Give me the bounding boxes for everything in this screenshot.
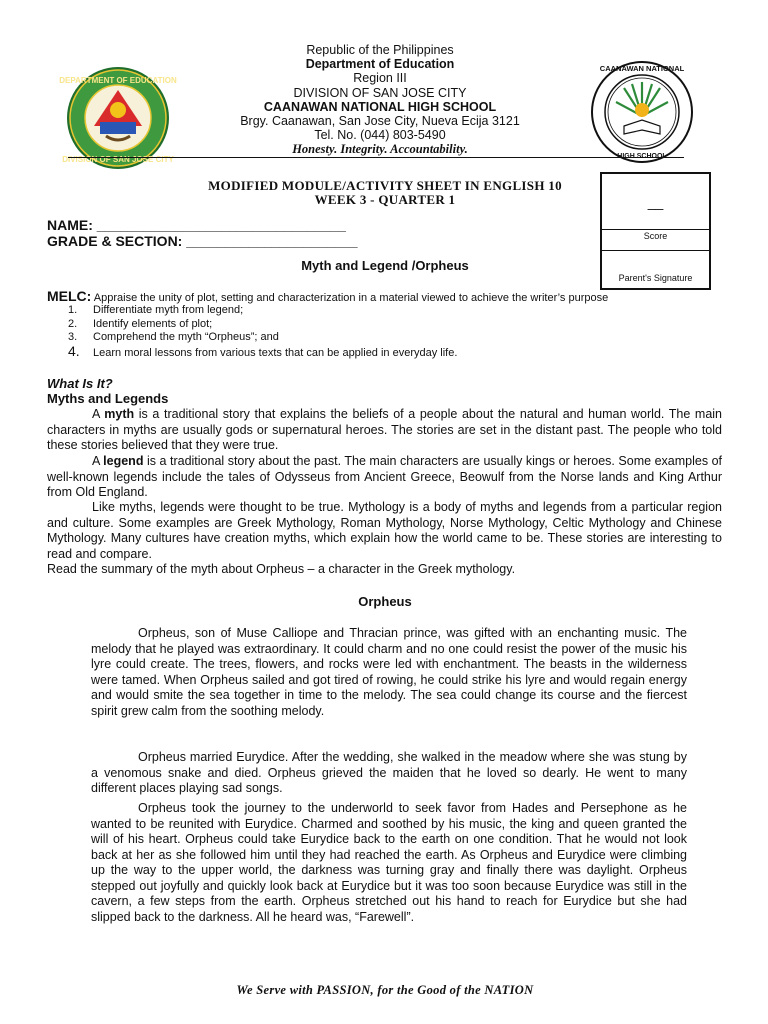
division-line: DIVISION OF SAN JOSE CITY [293,85,467,100]
melc-label: MELC: [47,288,92,304]
score-box [600,172,711,290]
svg-text:DIVISION OF SAN JOSE CITY: DIVISION OF SAN JOSE CITY [62,155,174,164]
module-title [160,179,610,207]
score-line [602,229,709,230]
score-label: Score [643,231,668,241]
objective-item: 3. Comprehend the myth “Orpheus”; and [68,331,279,344]
svg-text:HIGH SCHOOL: HIGH SCHOOL [617,153,667,160]
read-instruction: Read the summary of the myth about Orpheus – a character in the Greek mythology. [47,562,516,576]
name-field[interactable]: NAME: ________________________________ [47,217,346,233]
objective-item: 4. Learn moral lessons from various texts that can be applied in everyday life. [68,342,458,359]
signature-line [602,250,709,251]
region-line: Region III [353,71,407,86]
story-paragraph-1: Orpheus, son of Muse Calliope and Thracian prince, was gifted with an enchanting music. The melody that he played was extraordinary. It could charm and no one could resist the power of the music his lyre could create. The trees, flowers, and rocks were led with enchantment. The beasts in the wilderness were tamed. When Orpheus sailed and got tired of rowing, he could strike his lyre and would regain energy and would smite the sea together in time to the melody. The sea could change its course and the fiercest spirit grew calm from the soothing melody. [91,626,687,718]
school-address: Brgy. Caanawan, San Jose City, Nueva Ecija 3121 [240,114,520,129]
module-title-line1: MODIFIED MODULE/ACTIVITY SHEET IN ENGLISH 10 [208,178,562,193]
story-paragraph-2: Orpheus married Eurydice. After the wedding, she walked in the meadow where she was stung by a venomous snake and died. Orpheus grieved the maiden that he loved so dearly. He went to many different places playing sad songs. [91,750,687,795]
module-title-line2: WEEK 3 - QUARTER 1 [314,192,456,207]
grade-section-field[interactable]: GRADE & SECTION: ______________________ [47,233,358,249]
score-blank: __ [647,194,664,210]
school-name: CAANAWAN NATIONAL HIGH SCHOOL [263,99,497,114]
header-divider [68,157,684,158]
lesson-title: Myth and Legend /Orpheus [301,258,469,273]
mythology-paragraph: Like myths, legends were thought to be true. Mythology is a body of myths and legends from a particular region and culture. Some examples are Greek Mythology, Roman Mythology, Norse Mythology, Celtic Mythology and Chinese Mythology. Many cultures have creation myths, which explain how the world came to be. These stories are interesting to read and compare. [47,500,722,561]
school-motto: Honesty. Integrity. Accountability. [292,142,468,157]
svg-text:CAANAWAN NATIONAL: CAANAWAN NATIONAL [599,64,685,73]
section-subheading: Myths and Legends [47,391,169,406]
school-seal-logo [590,60,694,164]
signature-label: Parent's Signature [618,273,693,283]
objective-item: 1. Differentiate myth from legend; [68,304,244,316]
story-paragraph-3: Orpheus took the journey to the underworld to seek favor from Hades and Persephone as he wanted to be reunited with Eurydice. Charmed and soothed by his music, the king and queen granted the will of his heart. Orpheus could take Eurydice back to the earth on one condition. That he would not look back at her as she followed him until they had reached the earth. As Orpheus and Eurydice were climbing up the way to the upper world, the darkness was turning gray and finally there was daylight. Orpheus stepped out joyfully and quickly look back at Eurydice but it was too soon because Eurydice was still in the cavern, a few steps from the earth. Orpheus stretched out his hand to reach for Eurydice but she had slipped back to the darkness. All he heard was, “Farewell”. [91,801,687,924]
section-heading: What Is It? [47,376,113,391]
melc-statement [47,288,608,304]
department-line: Department of Education [305,57,455,72]
melc-text: Appraise the unity of plot, setting and characterization in a material viewed to achieve the writer’s purpose [93,292,609,304]
legend-paragraph: A legend is a traditional story about the past. The main characters are usually kings or heroes. Some examples of well-known legends include the tales of Odysseus from Ancient Greece, Beowulf from the Norse lands and King Arthur from Old England. [47,454,723,499]
school-telephone: Tel. No. (044) 803-5490 [314,128,446,143]
deped-seal-logo [59,66,177,170]
republic-line: Republic of the Philippines [306,43,454,57]
footer-slogan: We Serve with PASSION, for the Good of the NATION [236,983,534,997]
objectives-list [68,304,457,360]
objective-item: 2. Identify elements of plot; [68,317,213,330]
story-title: Orpheus [358,594,412,609]
letterhead [180,43,580,157]
myth-paragraph: A myth is a traditional story that explains the beliefs of a people about the natural and human world. The main characters in myths are usually gods or supernatural heroes. The stories are set in the distant past. The people who told these stories believed that they were true. [47,407,723,452]
svg-text:DEPARTMENT OF EDUCATION: DEPARTMENT OF EDUCATION [59,76,177,85]
